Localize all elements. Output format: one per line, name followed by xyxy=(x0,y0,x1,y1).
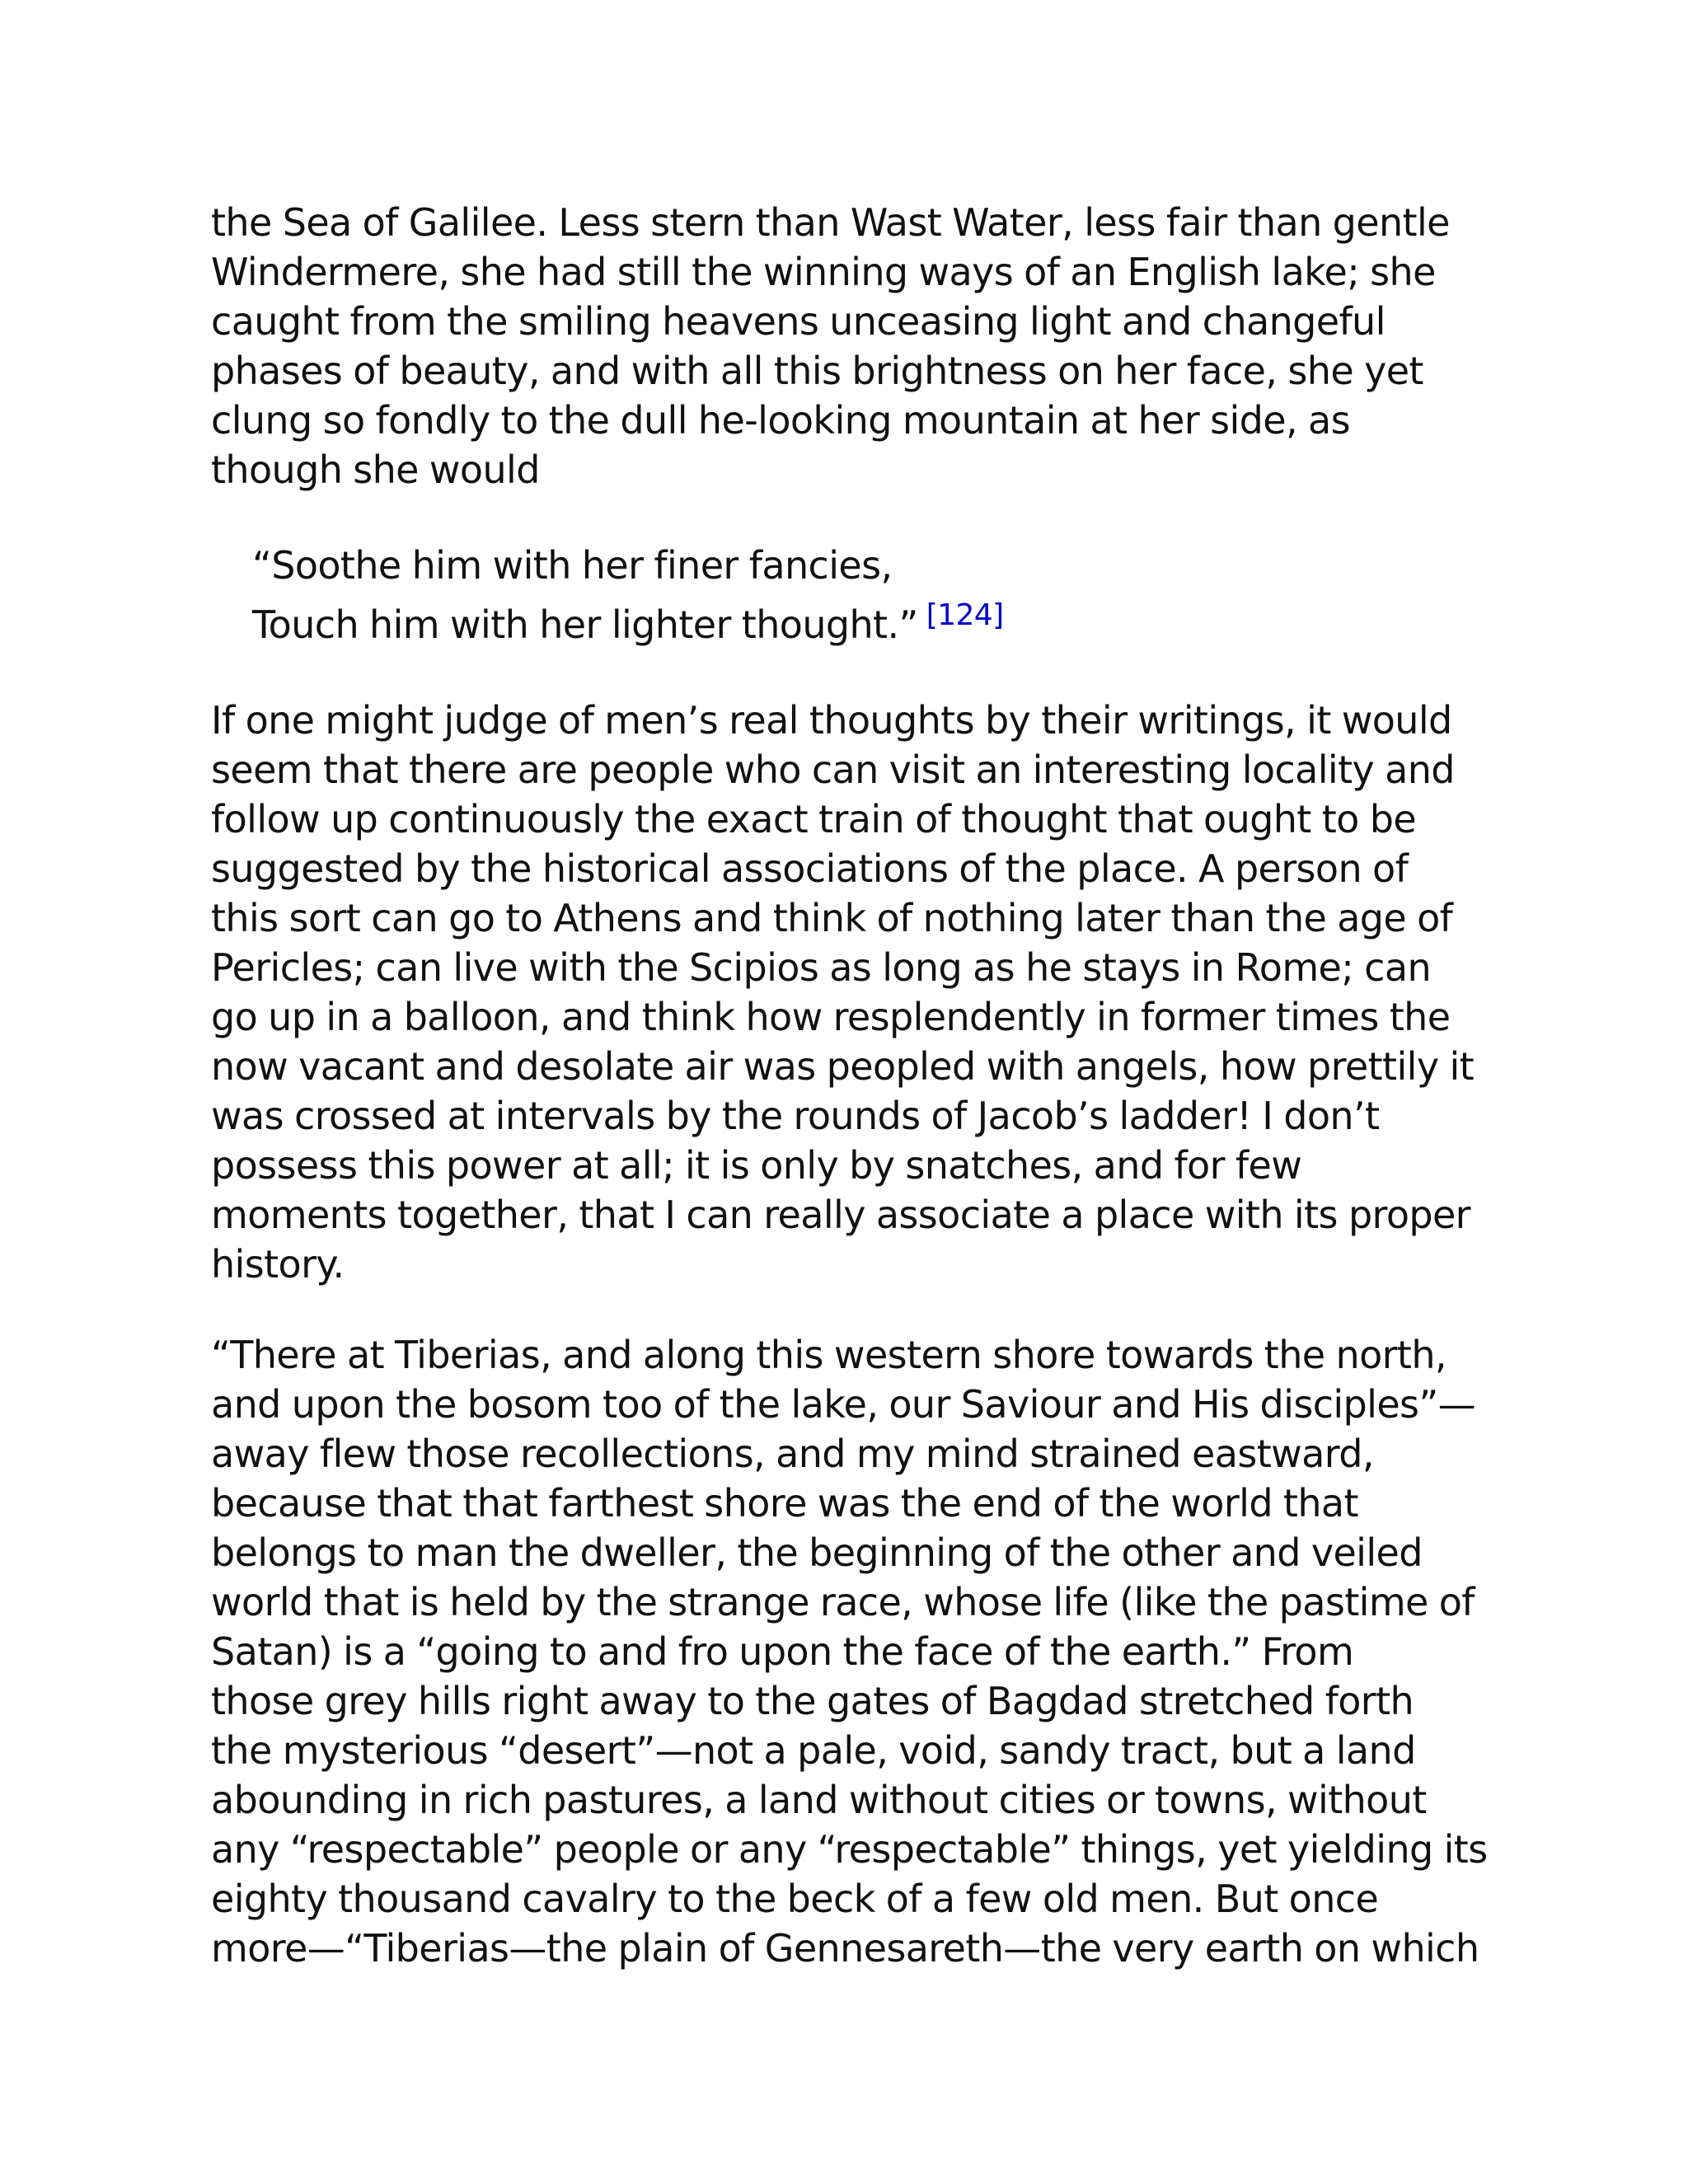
verse-line-1: “Soothe him with her finer fancies, xyxy=(252,543,893,588)
text-line: Satan) is a “going to and fro upon the face of the earth.” From xyxy=(211,1629,1354,1674)
text-line: though she would xyxy=(211,448,540,492)
text-line: was crossed at intervals by the rounds of Jacob’s ladder! I don’t xyxy=(211,1094,1380,1138)
text-line: those grey hills right away to the gates of Bagdad stretched forth xyxy=(211,1679,1414,1723)
text-line: follow up continuously the exact train of thought that ought to be xyxy=(211,797,1417,841)
text-line: the mysterious “desert”—not a pale, void, sandy tract, but a land xyxy=(211,1728,1416,1773)
text-line: phases of beauty, and with all this brightness on her face, she yet xyxy=(211,349,1423,393)
text-line: go up in a balloon, and think how resplendently in former times the xyxy=(211,995,1451,1039)
text-line: caught from the smiling heavens unceasing light and changeful xyxy=(211,299,1386,344)
verse-quote xyxy=(211,536,1497,654)
text-line: “There at Tiberias, and along this western shore towards the north, xyxy=(211,1333,1447,1377)
text-line: Pericles; can live with the Scipios as long as he stays in Rome; can xyxy=(211,945,1432,990)
text-line: clung so fondly to the dull he-looking mountain at her side, as xyxy=(211,398,1350,443)
text-line: If one might judge of men’s real thoughts by their writings, it would xyxy=(211,698,1452,743)
spacer xyxy=(211,494,1497,536)
paragraph-1 xyxy=(211,198,1497,494)
text-line: belongs to man the dweller, the beginning of the other and veiled xyxy=(211,1530,1423,1575)
text-line: world that is held by the strange race, whose life (like the pastime of xyxy=(211,1580,1475,1624)
verse-line-2 xyxy=(252,595,1497,654)
text-line: eighty thousand cavalry to the beck of a few old men. But once xyxy=(211,1877,1379,1921)
text-line: possess this power at all; it is only by snatches, and for few xyxy=(211,1143,1302,1188)
paragraph-2 xyxy=(211,696,1497,1289)
text-line: more—“Tiberias—the plain of Gennesareth—the very earth on which xyxy=(211,1926,1479,1971)
paragraph-3 xyxy=(211,1330,1497,1973)
text-line: now vacant and desolate air was peopled with angels, how prettily it xyxy=(211,1044,1475,1089)
text-line: any “respectable” people or any “respectable” things, yet yielding its xyxy=(211,1827,1488,1872)
spacer xyxy=(211,654,1497,696)
text-line: this sort can go to Athens and think of nothing later than the age of xyxy=(211,896,1453,940)
text-line: moments together, that I can really associate a place with its proper xyxy=(211,1193,1470,1237)
page-body xyxy=(211,198,1497,1973)
spacer xyxy=(211,1289,1497,1330)
text-line: away flew those recollections, and my mind strained eastward, xyxy=(211,1432,1374,1476)
text-line: and upon the bosom too of the lake, our Saviour and His disciples”— xyxy=(211,1382,1476,1427)
footnote-link[interactable]: [124] xyxy=(926,598,1004,632)
text-line: abounding in rich pastures, a land without cities or towns, without xyxy=(211,1778,1427,1822)
text-line: because that that farthest shore was the end of the world that xyxy=(211,1481,1358,1526)
verse-line-2-text: Touch him with her lighter thought.” xyxy=(252,602,918,647)
text-line: suggested by the historical associations of the place. A person of xyxy=(211,846,1409,891)
text-line: Windermere, she had still the winning ways of an English lake; she xyxy=(211,250,1436,294)
text-line: the Sea of Galilee. Less stern than Wast Water, less fair than gentle xyxy=(211,200,1450,245)
text-line: seem that there are people who can visit an interesting locality and xyxy=(211,748,1455,792)
text-line: history. xyxy=(211,1242,345,1286)
